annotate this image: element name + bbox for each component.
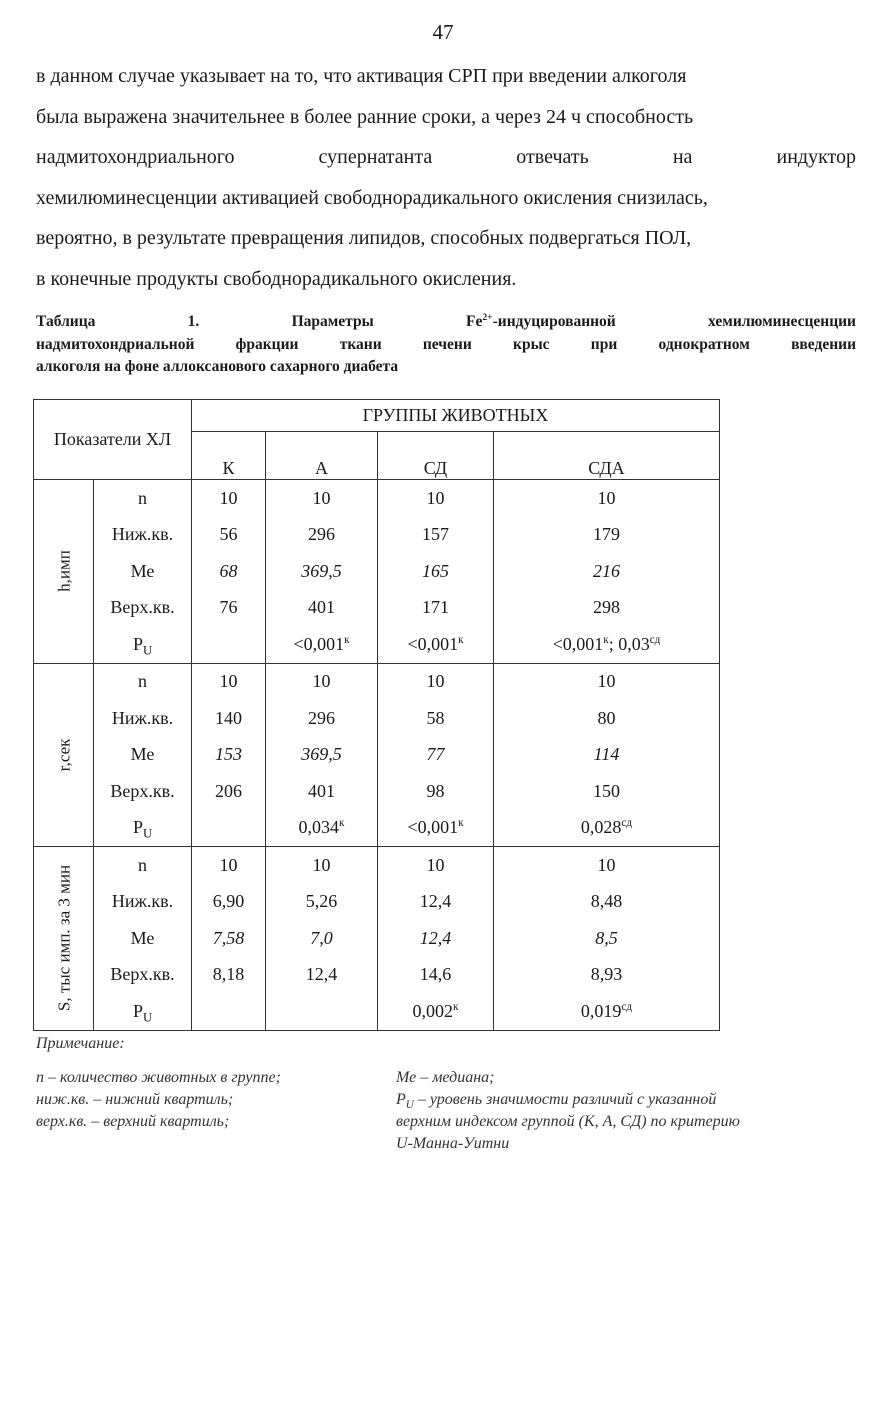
median-cell: 369,5	[266, 553, 378, 590]
p-value-cell	[192, 626, 266, 663]
value-cell: 10	[192, 847, 266, 884]
value-cell: 10	[378, 663, 494, 700]
value-cell: 10	[192, 480, 266, 517]
body-line: хемилюминесценции активацией свободнорадикального окисления снизилась,	[36, 186, 708, 209]
table-row	[34, 884, 720, 921]
body-line: в данном случае указывает на то, что активация СРП при введении алкоголя	[36, 65, 687, 87]
table-row	[34, 737, 720, 774]
row-label: $P_U$	[94, 626, 192, 663]
table-row	[34, 700, 720, 737]
page-number: 47	[432, 20, 454, 44]
median-cell: 216	[494, 553, 720, 590]
median-cell: 8,5	[494, 920, 720, 957]
median-cell: 68	[192, 553, 266, 590]
value-cell: 10	[494, 663, 720, 700]
median-cell: 12,4	[378, 920, 494, 957]
note-item: n – количество животных в группе;	[36, 1069, 281, 1086]
p-value-cell: $0,028^{сд}$	[494, 810, 720, 847]
row-label: $P_U$	[94, 810, 192, 847]
column-header: СДА	[494, 432, 720, 480]
p-value-cell: $<0,001^к$	[266, 626, 378, 663]
p-value-cell	[192, 810, 266, 847]
value-cell: 10	[266, 663, 378, 700]
caption-line	[36, 311, 856, 334]
value-cell: 80	[494, 700, 720, 737]
body-word: индуктор	[776, 146, 856, 169]
value-cell: 10	[378, 480, 494, 517]
note-item: ниж.кв. – нижний квартиль;	[36, 1091, 234, 1108]
row-label: n	[94, 663, 192, 700]
median-cell: 77	[378, 737, 494, 774]
table-row	[34, 957, 720, 994]
table-row	[34, 773, 720, 810]
column-header: А	[266, 432, 378, 480]
notes-title: Примечание:	[36, 1035, 125, 1052]
value-cell: 10	[266, 847, 378, 884]
table-row	[34, 517, 720, 554]
value-cell: 12,4	[378, 884, 494, 921]
median-cell: 7,0	[266, 920, 378, 957]
caption-line: надмитохондриальной фракции ткани печени крыс при однократном введении	[36, 335, 856, 353]
value-cell: 58	[378, 700, 494, 737]
table-row	[34, 810, 720, 847]
body-line: вероятно, в результате превращения липидов, способных подвергаться ПОЛ,	[36, 227, 692, 250]
table-row	[34, 663, 720, 700]
note-item: $P_U$ – уровень значимости различий с указанной	[396, 1091, 717, 1112]
note-item: верхним индексом группой (К, А, СД) по критерию	[396, 1113, 740, 1130]
value-cell: 401	[266, 773, 378, 810]
body-word: надмитохондриального	[36, 146, 235, 169]
table-row	[34, 553, 720, 590]
value-cell: 298	[494, 590, 720, 627]
caption-fe: $Fe^{2+}$-индуцированной	[465, 311, 616, 330]
value-cell: 10	[494, 480, 720, 517]
block-label: h,имп	[54, 550, 73, 593]
p-value-cell	[192, 993, 266, 1030]
value-cell: 140	[192, 700, 266, 737]
p-value-cell: $<0,001^к$	[378, 626, 494, 663]
row-label: Ниж.кв.	[94, 700, 192, 737]
block-label: r,сек	[54, 738, 73, 772]
caption-number: 1.	[187, 313, 200, 330]
p-value-cell: $0,034^к$	[266, 810, 378, 847]
table-row	[34, 993, 720, 1030]
median-cell: 153	[192, 737, 266, 774]
median-cell: 165	[378, 553, 494, 590]
body-word: супернатанта	[318, 146, 433, 169]
body-word: на	[672, 146, 693, 169]
table-row	[34, 590, 720, 627]
value-cell: 296	[266, 700, 378, 737]
value-cell: 14,6	[378, 957, 494, 994]
groups-header: ГРУППЫ ЖИВОТНЫХ	[192, 400, 720, 432]
value-cell: 206	[192, 773, 266, 810]
block-label-cell	[34, 847, 94, 1031]
table-row	[34, 847, 720, 884]
body-line	[36, 137, 856, 178]
value-cell: 8,93	[494, 957, 720, 994]
value-cell: 76	[192, 590, 266, 627]
row-label: $P_U$	[94, 993, 192, 1030]
value-cell: 10	[266, 480, 378, 517]
p-value-cell: $0,002^к$	[378, 993, 494, 1030]
row-label: Ниж.кв.	[94, 884, 192, 921]
value-cell: 150	[494, 773, 720, 810]
row-label: Верх.кв.	[94, 773, 192, 810]
row-label: n	[94, 480, 192, 517]
data-table	[33, 399, 720, 1031]
row-label: Верх.кв.	[94, 957, 192, 994]
note-item: U-Манна-Уитни	[396, 1135, 510, 1152]
caption-word: хемилюминесценции	[708, 313, 856, 330]
corner-header: Показатели ХЛ	[34, 400, 192, 480]
block-label-cell	[34, 663, 94, 847]
row-label: Ниж.кв.	[94, 517, 192, 554]
block-label: S, тыс имп. за 3 мин	[54, 865, 73, 1012]
median-cell: 114	[494, 737, 720, 774]
p-value-cell: $<0,001^к$; $0,03^{сд}$	[494, 626, 720, 663]
caption-line: алкоголя на фоне аллоксанового сахарного диабета	[36, 358, 399, 375]
value-cell: 8,48	[494, 884, 720, 921]
row-label: n	[94, 847, 192, 884]
row-label: Верх.кв.	[94, 590, 192, 627]
table-notes	[36, 1035, 856, 1155]
value-cell: 12,4	[266, 957, 378, 994]
median-cell: 7,58	[192, 920, 266, 957]
column-header: СД	[378, 432, 494, 480]
column-header: К	[192, 432, 266, 480]
block-label-cell	[34, 480, 94, 664]
value-cell: 6,90	[192, 884, 266, 921]
p-value-cell	[266, 993, 378, 1030]
table-row	[34, 920, 720, 957]
table-caption	[36, 311, 856, 379]
row-label: Ме	[94, 737, 192, 774]
note-item: верх.кв. – верхний квартиль;	[36, 1113, 230, 1130]
value-cell: 8,18	[192, 957, 266, 994]
value-cell: 56	[192, 517, 266, 554]
value-cell: 179	[494, 517, 720, 554]
value-cell: 10	[192, 663, 266, 700]
p-value-cell: $<0,001^к$	[378, 810, 494, 847]
note-item: Ме – медиана;	[396, 1069, 495, 1086]
value-cell: 10	[378, 847, 494, 884]
value-cell: 98	[378, 773, 494, 810]
body-line: в конечные продукты свободнорадикального окисления.	[36, 267, 517, 290]
p-value-cell: $0,019^{сд}$	[494, 993, 720, 1030]
value-cell: 401	[266, 590, 378, 627]
table-row	[34, 480, 720, 517]
median-cell: 369,5	[266, 737, 378, 774]
value-cell: 10	[494, 847, 720, 884]
body-paragraph	[36, 56, 856, 300]
row-label: Ме	[94, 920, 192, 957]
value-cell: 5,26	[266, 884, 378, 921]
value-cell: 157	[378, 517, 494, 554]
row-label: Ме	[94, 553, 192, 590]
body-line: была выражена значительнее в более ранние сроки, а через 24 ч способность	[36, 105, 694, 128]
caption-word: Параметры	[291, 313, 374, 330]
table-row	[34, 626, 720, 663]
body-word: отвечать	[516, 146, 589, 169]
value-cell: 171	[378, 590, 494, 627]
caption-label: Таблица	[36, 313, 96, 330]
value-cell: 296	[266, 517, 378, 554]
